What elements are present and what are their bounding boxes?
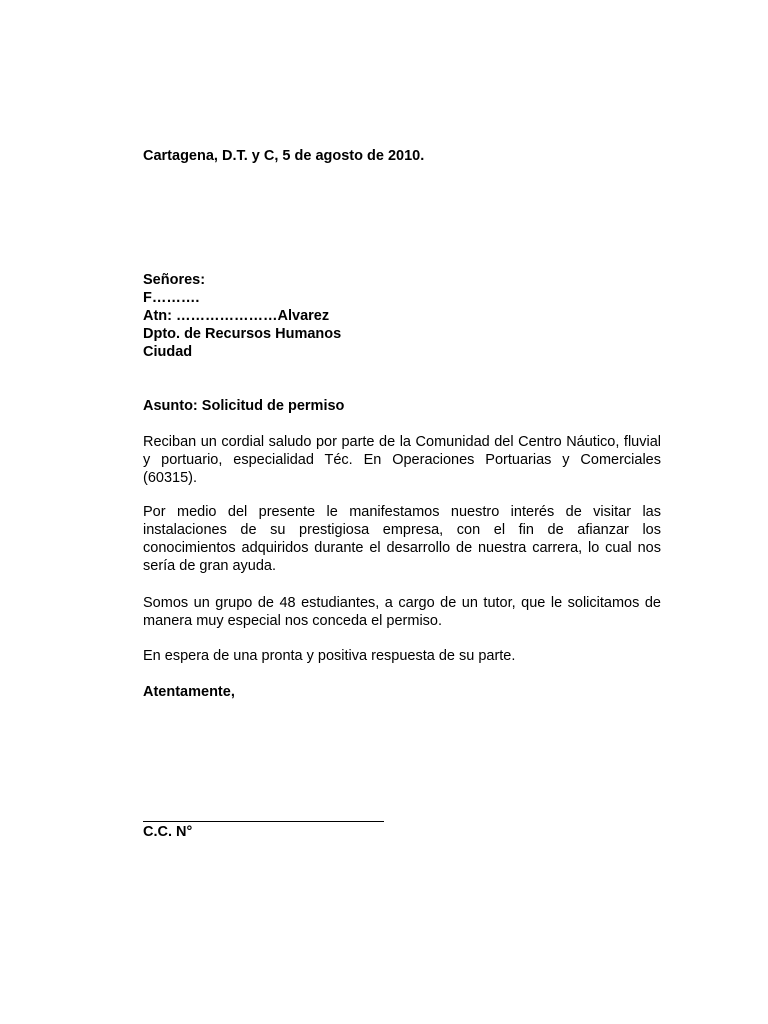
body-paragraph: Somos un grupo de 48 estudiantes, a cargo de un tutor, que le solicitamos de manera muy especial nos conceda el permiso. bbox=[143, 595, 661, 629]
subject-line: Asunto: Solicitud de permiso bbox=[143, 398, 345, 414]
closing: Atentamente, bbox=[143, 684, 235, 700]
body-paragraph: Por medio del presente le manifestamos nuestro interés de visitar las instalaciones de su prestigiosa empresa, con el fin de afianzar los conocimientos adquiridos durante el desarrollo de nuestra carrera, lo cual nos sería de gran ayuda. bbox=[143, 504, 661, 574]
body-paragraph: Reciban un cordial saludo por parte de la Comunidad del Centro Náutico, fluvial y portuario, especialidad Téc. En Operaciones Portuarias y Comerciales (60315). bbox=[143, 434, 661, 486]
recipient-block bbox=[143, 271, 661, 361]
recipient-attention: Atn: …………………Alvarez bbox=[143, 308, 330, 324]
signature-line bbox=[143, 821, 384, 822]
signature-id-label: C.C. N° bbox=[143, 824, 193, 840]
place-date: Cartagena, D.T. y C, 5 de agosto de 2010. bbox=[143, 148, 425, 164]
recipient-city: Ciudad bbox=[143, 344, 193, 360]
body-paragraph: En espera de una pronta y positiva respuesta de su parte. bbox=[143, 648, 516, 664]
recipient-company: F………. bbox=[143, 290, 200, 306]
recipient-salutation: Señores: bbox=[143, 272, 206, 288]
recipient-department: Dpto. de Recursos Humanos bbox=[143, 326, 342, 342]
